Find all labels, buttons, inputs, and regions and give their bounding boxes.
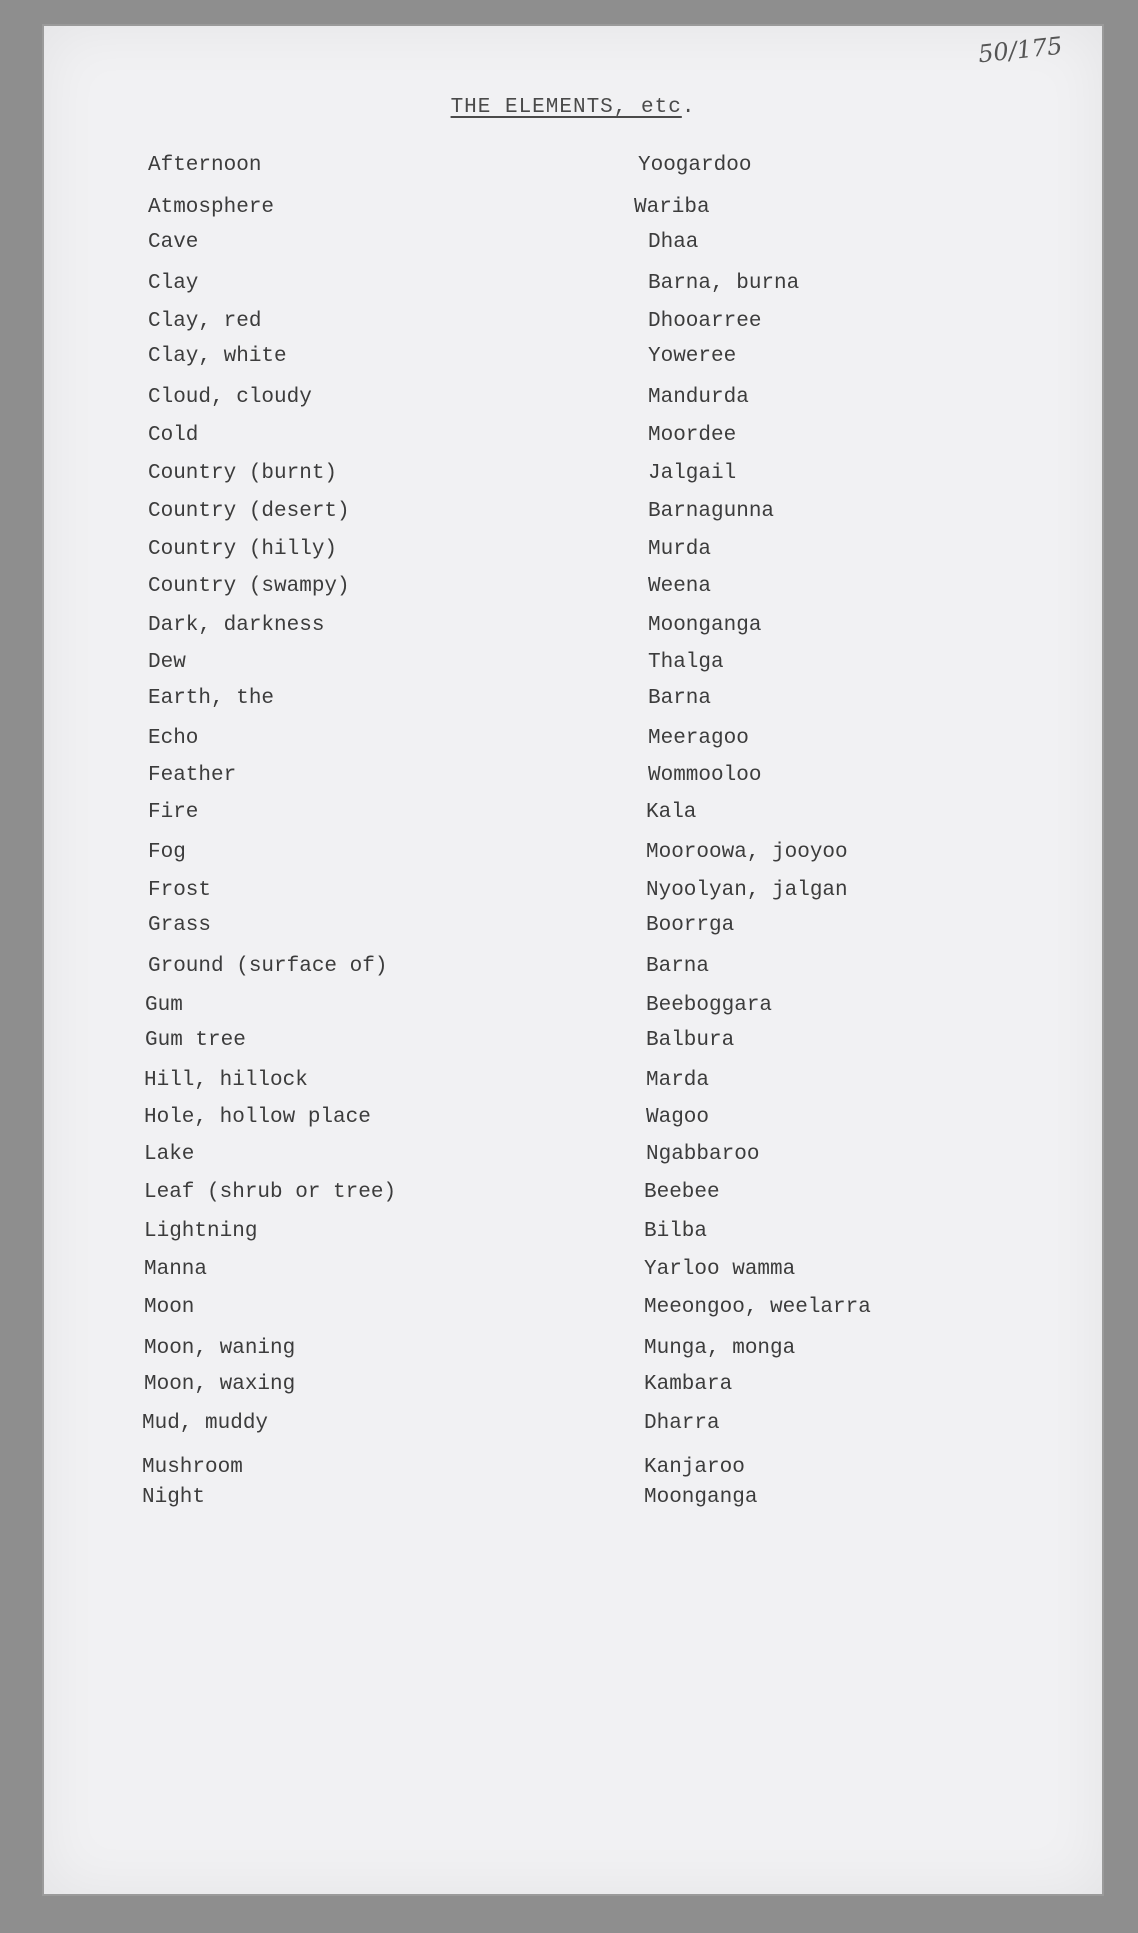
list-item [44, 1296, 1102, 1328]
native-term: Meeragoo [648, 727, 749, 750]
list-item [44, 154, 1102, 186]
english-term: Echo [148, 727, 199, 750]
native-term: Wagoo [646, 1106, 710, 1129]
native-term: Marda [646, 1069, 710, 1092]
native-term: Thalga [648, 651, 724, 674]
list-item [44, 1412, 1102, 1444]
page-number: 50/175 [976, 31, 1064, 69]
native-term: Moonganga [648, 614, 762, 637]
list-item [44, 1337, 1102, 1369]
list-item [44, 386, 1102, 418]
page-title [44, 96, 1102, 119]
native-term: Munga, monga [644, 1337, 796, 1360]
english-term: Country (hilly) [148, 538, 338, 561]
english-term: Fog [148, 841, 186, 864]
list-item [44, 1143, 1102, 1175]
english-term: Cold [148, 424, 199, 447]
english-term: Afternoon [148, 154, 262, 177]
english-term: Mushroom [142, 1456, 243, 1479]
english-term: Atmosphere [148, 196, 275, 219]
native-term: Weena [648, 575, 712, 598]
list-item [44, 500, 1102, 532]
native-term: Kanjaroo [644, 1456, 745, 1479]
native-term: Murda [648, 538, 712, 561]
list-item [44, 994, 1102, 1026]
list-item [44, 345, 1102, 377]
english-term: Cloud, cloudy [148, 386, 312, 409]
native-term: Beebee [644, 1181, 720, 1204]
list-item [44, 801, 1102, 833]
english-term: Lake [144, 1143, 195, 1166]
english-term: Gum [145, 994, 183, 1017]
native-term: Bilba [644, 1220, 708, 1243]
english-term: Cave [148, 231, 199, 254]
english-term: Hole, hollow place [144, 1106, 371, 1129]
list-item [44, 614, 1102, 646]
native-term: Dharra [644, 1412, 720, 1435]
list-item [44, 841, 1102, 873]
list-item [44, 914, 1102, 946]
native-term: Kala [646, 801, 697, 824]
english-term: Dark, darkness [148, 614, 325, 637]
list-item [44, 196, 1102, 228]
native-term: Dhaa [648, 231, 699, 254]
native-term: Barna, burna [648, 272, 800, 295]
native-term: Mooroowa, jooyoo [646, 841, 848, 864]
native-term: Ngabbaroo [646, 1143, 760, 1166]
list-item [44, 575, 1102, 607]
english-term: Moon, waning [144, 1337, 296, 1360]
list-item [44, 879, 1102, 911]
english-term: Fire [148, 801, 199, 824]
list-item [44, 1486, 1102, 1518]
native-term: Boorrga [646, 914, 735, 937]
native-term: Moonganga [644, 1486, 758, 1509]
english-term: Clay, red [148, 310, 262, 333]
english-term: Ground (surface of) [148, 955, 388, 978]
list-item [44, 1181, 1102, 1213]
english-term: Gum tree [145, 1029, 246, 1052]
list-item [44, 1220, 1102, 1252]
native-term: Balbura [646, 1029, 735, 1052]
list-item [44, 727, 1102, 759]
english-term: Manna [144, 1258, 208, 1281]
native-term: Nyoolyan, jalgan [646, 879, 848, 902]
english-term: Hill, hillock [144, 1069, 308, 1092]
list-item [44, 1258, 1102, 1290]
english-term: Clay, white [148, 345, 287, 368]
list-item [44, 955, 1102, 987]
list-item [44, 651, 1102, 683]
native-term: Kambara [644, 1373, 733, 1396]
list-item [44, 764, 1102, 796]
document-page [44, 26, 1102, 1894]
english-term: Country (swampy) [148, 575, 350, 598]
english-term: Moon [144, 1296, 195, 1319]
list-item [44, 1029, 1102, 1061]
native-term: Meeongoo, weelarra [644, 1296, 871, 1319]
english-term: Feather [148, 764, 237, 787]
list-item [44, 310, 1102, 342]
english-term: Moon, waxing [144, 1373, 296, 1396]
english-term: Clay [148, 272, 199, 295]
native-term: Moordee [648, 424, 737, 447]
list-item [44, 1373, 1102, 1405]
english-term: Country (desert) [148, 500, 350, 523]
english-term: Dew [148, 651, 186, 674]
native-term: Wommooloo [648, 764, 762, 787]
list-item [44, 424, 1102, 456]
english-term: Leaf (shrub or tree) [144, 1181, 397, 1204]
native-term: Dhooarree [648, 310, 762, 333]
english-term: Night [142, 1486, 206, 1509]
list-item [44, 687, 1102, 719]
list-item [44, 538, 1102, 570]
native-term: Barnagunna [648, 500, 775, 523]
page-title-text: THE ELEMENTS, etc [450, 96, 682, 119]
list-item [44, 231, 1102, 263]
native-term: Beeboggara [646, 994, 773, 1017]
list-item [44, 272, 1102, 304]
list-item [44, 1456, 1102, 1488]
list-item [44, 1069, 1102, 1101]
english-term: Grass [148, 914, 212, 937]
list-item [44, 1106, 1102, 1138]
page-title-period: . [681, 96, 696, 119]
native-term: Yoogardoo [638, 154, 752, 177]
english-term: Frost [148, 879, 212, 902]
native-term: Wariba [634, 196, 710, 219]
native-term: Jalgail [648, 462, 737, 485]
english-term: Earth, the [148, 687, 275, 710]
native-term: Yoweree [648, 345, 737, 368]
native-term: Mandurda [648, 386, 749, 409]
native-term: Yarloo wamma [644, 1258, 796, 1281]
native-term: Barna [648, 687, 712, 710]
list-item [44, 462, 1102, 494]
english-term: Country (burnt) [148, 462, 338, 485]
english-term: Mud, muddy [142, 1412, 269, 1435]
english-term: Lightning [144, 1220, 258, 1243]
native-term: Barna [646, 955, 710, 978]
